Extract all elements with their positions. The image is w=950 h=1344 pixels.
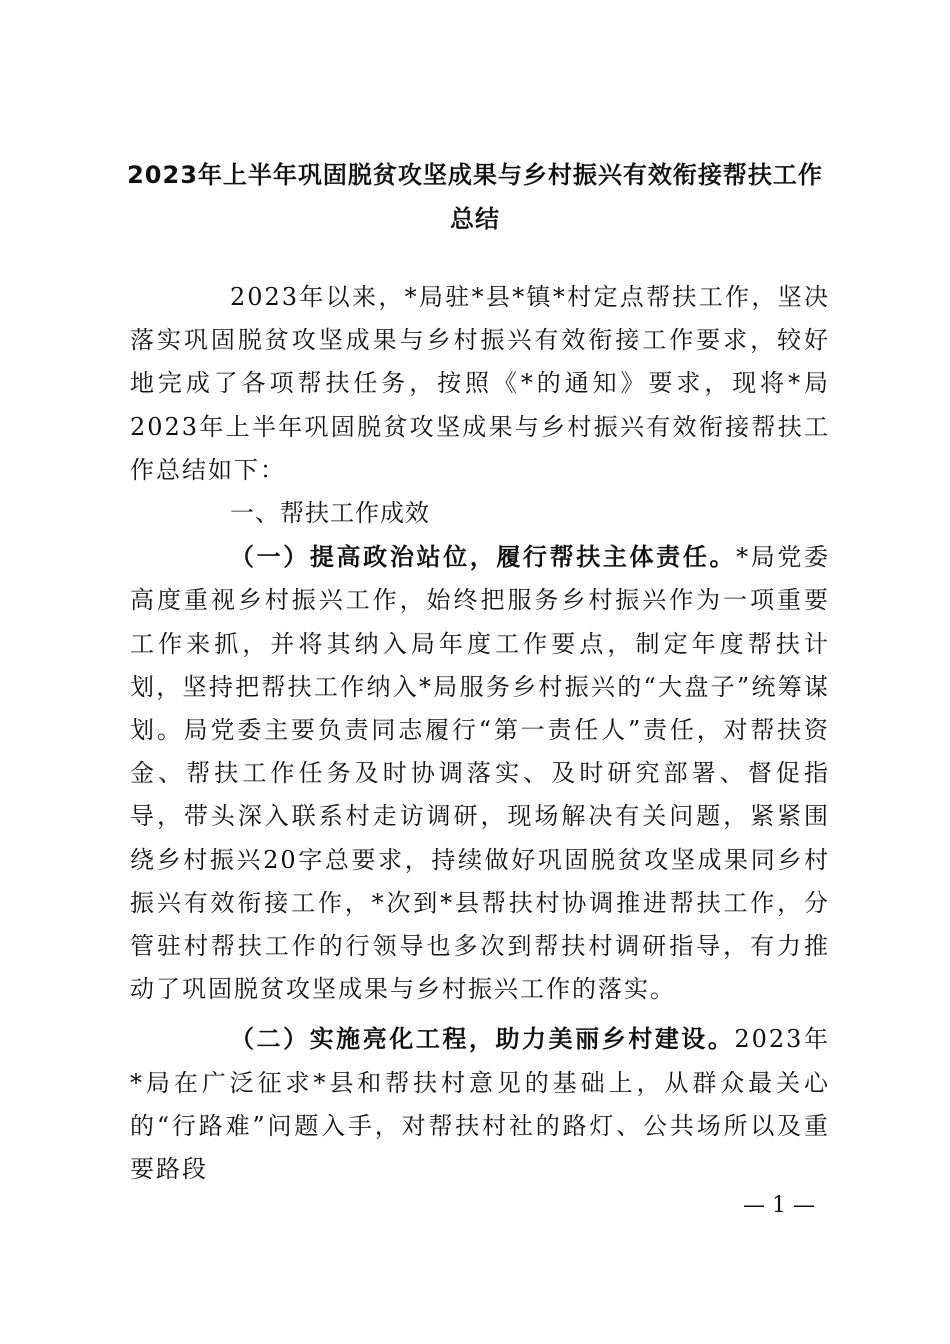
document-title: 2023年上半年巩固脱贫攻坚成果与乡村振兴有效衔接帮扶工作总结 xyxy=(127,161,823,233)
intro-paragraph: 2023年以来，*局驻*县*镇*村定点帮扶工作，坚决落实巩固脱贫攻坚成果与乡村振兴有效衔接工作要求，较好地完成了各项帮扶任务，按照《*的通知》要求，现将*局2023年上半年巩固脱贫攻坚成果与乡村振兴有效衔接帮扶工作总结如下： xyxy=(130,283,830,484)
paragraph-item-2 xyxy=(130,1017,830,1191)
section-heading-1: 一、帮扶工作成效 xyxy=(230,499,430,528)
document-body xyxy=(130,276,830,1191)
paragraph-item-1 xyxy=(130,535,830,1011)
item-1-lead: （一）提高政治站位，履行帮扶主体责任。 xyxy=(230,542,737,572)
item-2-lead: （二）实施亮化工程，助力美丽乡村建设。 xyxy=(230,1024,735,1054)
page-number: — 1 — xyxy=(743,1193,815,1218)
item-2-text: 2023年*局在广泛征求*县和帮扶村意见的基础上，从群众最关心的“行路难”问题入手，对帮扶村社的路灯、公共场所以及重要路段 xyxy=(130,1025,830,1184)
item-1-text: *局党委高度重视乡村振兴工作，始终把服务乡村振兴作为一项重要工作来抓，并将其纳入局年度工作要点，制定年度帮扶计划，坚持把帮扶工作纳入*局服务乡村振兴的“大盘子”统筹谋划。局党委主要负责同志履行“第一责任人”责任，对帮扶资金、帮扶工作任务及时协调落实、及时研究部署、督促指导，带头深入联系村走访调研，现场解决有关问题，紧紧围绕乡村振兴20字总要求，持续做好巩固脱贫攻坚成果同乡村振兴有效衔接工作，*次到*县帮扶村协调推进帮扶工作，分管驻村帮扶工作的行领导也多次到帮扶村调研指导，有力推动了巩固脱贫攻坚成果与乡村振兴工作的落实。 xyxy=(130,543,831,1004)
